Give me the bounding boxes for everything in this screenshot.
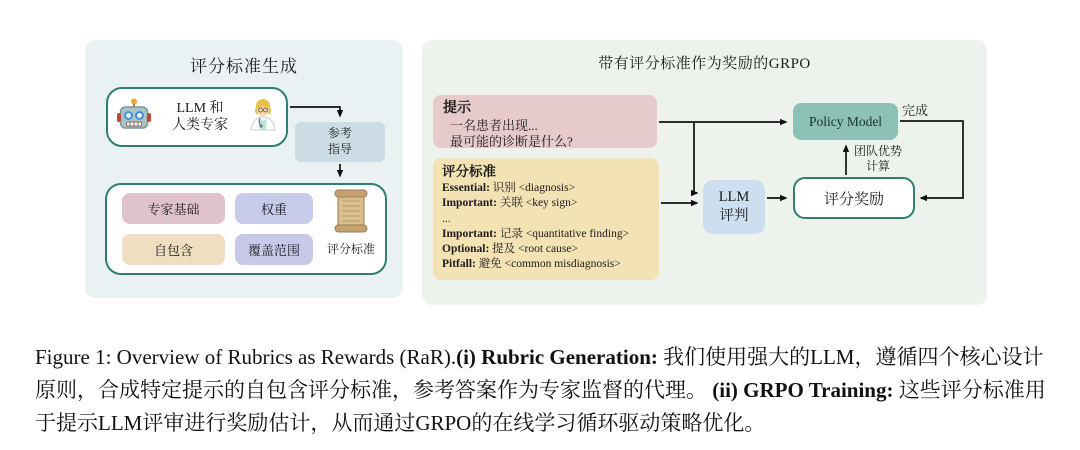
caption-rubric-generation: (i) Rubric Generation:: [456, 345, 658, 369]
llm-judge-box: [703, 180, 765, 234]
rubric-output: [321, 188, 381, 257]
rubric-line-text: ...: [442, 212, 451, 225]
principle-weights: 权重: [235, 193, 313, 224]
right-panel-title: 带有评分标准作为奖励的GRPO: [598, 56, 811, 72]
experts-label-line2: 人类专家: [172, 118, 228, 133]
caption-text-1: 我们使用强大的LLM，遵循四个核心设计原则，合成特定提示的自包含评分标准，参考答案作为专家监督的代理。: [35, 345, 1044, 402]
caption-text-2: 这些评分标准用于提示LLM评审进行奖励估计，从而通过GRPO的在线学习循环驱动策略优化。: [35, 377, 1046, 435]
robot-icon: [116, 97, 152, 138]
policy-model-box: [793, 103, 898, 140]
rubric-line-text: 记录 <quantitative finding>: [496, 227, 630, 240]
rubric-line-text: 避免 <common misdiagnosis>: [475, 258, 621, 271]
rubric-line-label: Optional:: [442, 243, 490, 256]
reference-label-line2: 指导: [327, 142, 352, 156]
rubric-line-label: Important:: [442, 197, 497, 210]
rubric-line: [442, 196, 650, 211]
group-advantage-label: [849, 144, 907, 174]
prompt-line2: 最可能的诊断是什么?: [450, 133, 573, 149]
rubric-reward-label: 评分奖励: [823, 191, 884, 208]
reference-guidance-box: [295, 122, 385, 162]
llm-judge-line2: 评判: [719, 208, 749, 224]
rubric-reward-box: [793, 177, 915, 219]
rubric-generation-panel: [85, 40, 403, 298]
scroll-icon: [330, 221, 372, 238]
rubric-line-label: Essential:: [442, 181, 490, 194]
group-advantage-line2: 计算: [865, 159, 890, 173]
figure-caption: [35, 341, 1047, 439]
rubric-line: [442, 227, 650, 242]
principle-coverage: 覆盖范围: [235, 234, 313, 265]
llm-human-experts-box: [106, 87, 288, 147]
rubric-box: [433, 158, 659, 280]
experts-label-line1: LLM 和: [176, 100, 224, 116]
principle-expert-grounded: 专家基础: [122, 193, 225, 224]
group-advantage-line1: 团队优势: [853, 144, 902, 158]
reference-label-line1: 参考: [327, 126, 352, 141]
principle-self-contained: 自包含: [122, 234, 225, 265]
caption-figure-label: Figure 1: Overview of Rubrics as Rewards (RaR).: [35, 345, 457, 369]
rubric-line: [442, 181, 650, 196]
rubric-line: [442, 212, 650, 227]
rubric-line: [442, 242, 650, 257]
caption-grpo-training: (ii) GRPO Training:: [712, 377, 894, 402]
prompt-title: 提示: [443, 101, 471, 116]
prompt-line1: 一名患者出现...: [450, 117, 538, 133]
rubric-line-label: Important:: [442, 227, 497, 240]
completion-label: 完成: [902, 103, 929, 118]
rubric-output-label: 评分标准: [326, 242, 375, 256]
doctor-icon: [248, 99, 278, 136]
grpo-panel: [422, 40, 987, 305]
rubric-line: [442, 257, 650, 272]
llm-judge-line1: LLM: [718, 189, 750, 206]
rubric-line-label: Pitfall:: [442, 258, 476, 271]
design-principles-box: [105, 183, 387, 275]
prompt-box: [433, 95, 657, 148]
policy-model-label: Policy Model: [808, 113, 883, 129]
experts-label: [172, 100, 228, 135]
left-panel-title: 评分标准生成: [190, 57, 298, 76]
rubric-line-text: 关联 <key sign>: [496, 197, 578, 210]
rubric-line-text: 提及 <root cause>: [489, 243, 578, 256]
rubric-title: 评分标准: [442, 164, 496, 179]
rubric-line-text: 识别 <diagnosis>: [489, 181, 576, 194]
